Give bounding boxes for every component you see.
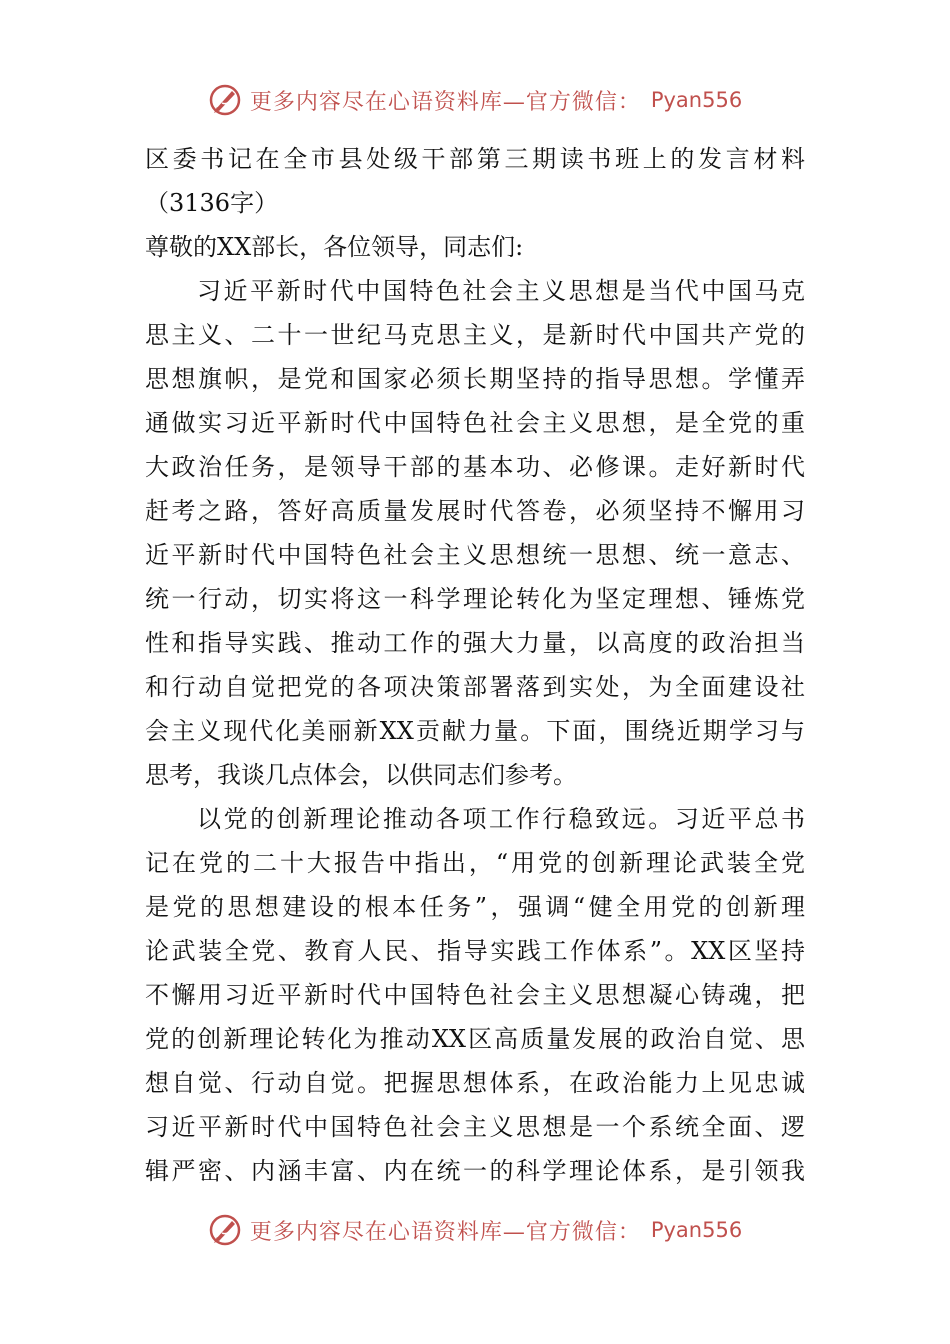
banner-wechat-handle: Pyan556: [650, 1218, 743, 1242]
footer-banner: [0, 1210, 950, 1250]
paragraph-line: 大政治任务，是领导干部的基本功、必修课。走好新时代: [145, 453, 805, 481]
paragraph-line: 习近平新时代中国特色社会主义思想是一个系统全面、逻: [145, 1113, 805, 1141]
paragraph-line: 思考，我谈几点体会，以供同志们参考。: [145, 761, 577, 789]
paragraph-line: 论武装全党、教育人民、指导实践工作体系”。XX区坚持: [145, 937, 805, 965]
paragraph-1: [145, 269, 805, 797]
pen-circle-icon: [208, 1213, 242, 1247]
document-body: [145, 137, 805, 1193]
paragraph-line: 习近平新时代中国特色社会主义思想是当代中国马克: [197, 277, 805, 305]
header-banner: [0, 80, 950, 120]
paragraph-line: 统一行动，切实将这一科学理论转化为坚定理想、锤炼党: [145, 585, 805, 613]
paragraph-line: 思主义、二十一世纪马克思主义，是新时代中国共产党的: [145, 321, 805, 349]
paragraph-line: 想自觉、行动自觉。把握思想体系，在政治能力上见忠诚: [145, 1069, 805, 1097]
paragraph-line: 性和指导实践、推动工作的强大力量，以高度的政治担当: [145, 629, 805, 657]
paragraph-line: 党的创新理论转化为推动XX区高质量发展的政治自觉、思: [145, 1025, 805, 1053]
banner-text: 更多内容尽在心语资料库—官方微信：: [249, 89, 641, 115]
paragraph-line: 是党的思想建设的根本任务”，强调“健全用党的创新理: [145, 893, 805, 921]
pen-circle-icon: [208, 83, 242, 117]
paragraph-2: [145, 797, 805, 1193]
banner-text: 更多内容尽在心语资料库—官方微信：: [249, 1219, 641, 1245]
paragraph-line: 思想旗帜，是党和国家必须长期坚持的指导思想。学懂弄: [145, 365, 805, 393]
paragraph-line: 会主义现代化美丽新XX贡献力量。下面，围绕近期学习与: [145, 717, 805, 745]
paragraph-line: 以党的创新理论推动各项工作行稳致远。习近平总书: [197, 805, 805, 833]
paragraph-line: 近平新时代中国特色社会主义思想统一思想、统一意志、: [145, 541, 805, 569]
salutation: 尊敬的XX部长，各位领导，同志们:: [145, 233, 524, 261]
paragraph-line: 不懈用习近平新时代中国特色社会主义思想凝心铸魂，把: [145, 981, 805, 1009]
paragraph-line: 记在党的二十大报告中指出，“用党的创新理论武装全党: [145, 849, 805, 877]
title-line-2: （3136字）: [145, 189, 279, 217]
paragraph-line: 赶考之路，答好高质量发展时代答卷，必须坚持不懈用习: [145, 497, 805, 525]
paragraph-line: 辑严密、内涵丰富、内在统一的科学理论体系，是引领我: [145, 1157, 805, 1185]
paragraph-line: 和行动自觉把党的各项决策部署落到实处，为全面建设社: [145, 673, 805, 701]
title-line-1: 区委书记在全市县处级干部第三期读书班上的发言材料: [145, 145, 805, 173]
paragraph-line: 通做实习近平新时代中国特色社会主义思想，是全党的重: [145, 409, 805, 437]
banner-wechat-handle: Pyan556: [650, 88, 743, 112]
